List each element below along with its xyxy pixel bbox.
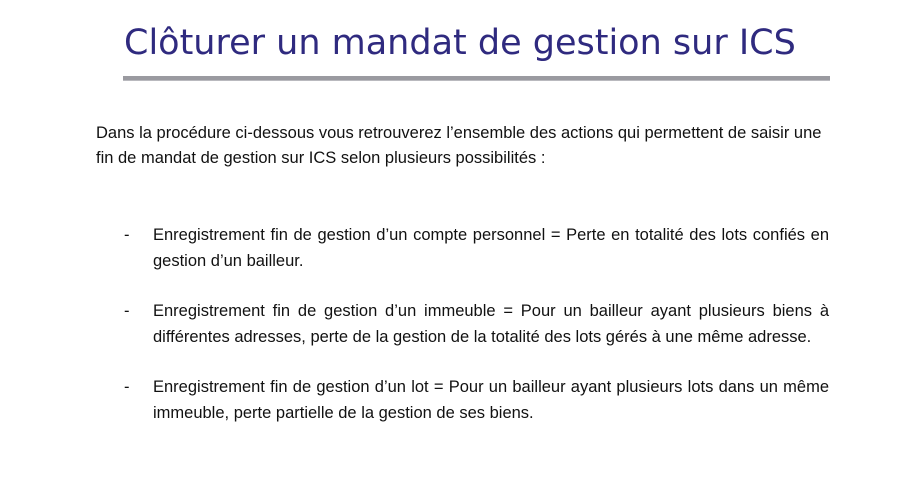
list-item-immeuble [124, 299, 829, 350]
title-underline-divider [123, 76, 830, 81]
list-item-text: Enregistrement fin de gestion d’un lot = Pour un bailleur ayant plusieurs lots dans un même immeuble, perte partielle de la gestion de ses biens. [153, 378, 829, 422]
list-item-compte-personnel [124, 223, 829, 274]
bullet-dash: - [124, 302, 130, 320]
options-list [124, 223, 829, 451]
list-item-lot [124, 375, 829, 426]
bullet-dash: - [124, 226, 130, 244]
page-title: Clôturer un mandat de gestion sur ICS [124, 23, 796, 63]
intro-paragraph: Dans la procédure ci-dessous vous retrouverez l’ensemble des actions qui permettent de saisir une fin de mandat de gestion sur ICS selon plusieurs possibilités : [96, 124, 822, 167]
bullet-dash: - [124, 378, 130, 396]
list-item-text: Enregistrement fin de gestion d’un compte personnel = Perte en totalité des lots confiés en gestion d’un bailleur. [153, 226, 829, 270]
list-item-text: Enregistrement fin de gestion d’un immeuble = Pour un bailleur ayant plusieurs biens à différentes adresses, perte de la gestion de la totalité des lots gérés à une même adresse. [153, 302, 829, 346]
